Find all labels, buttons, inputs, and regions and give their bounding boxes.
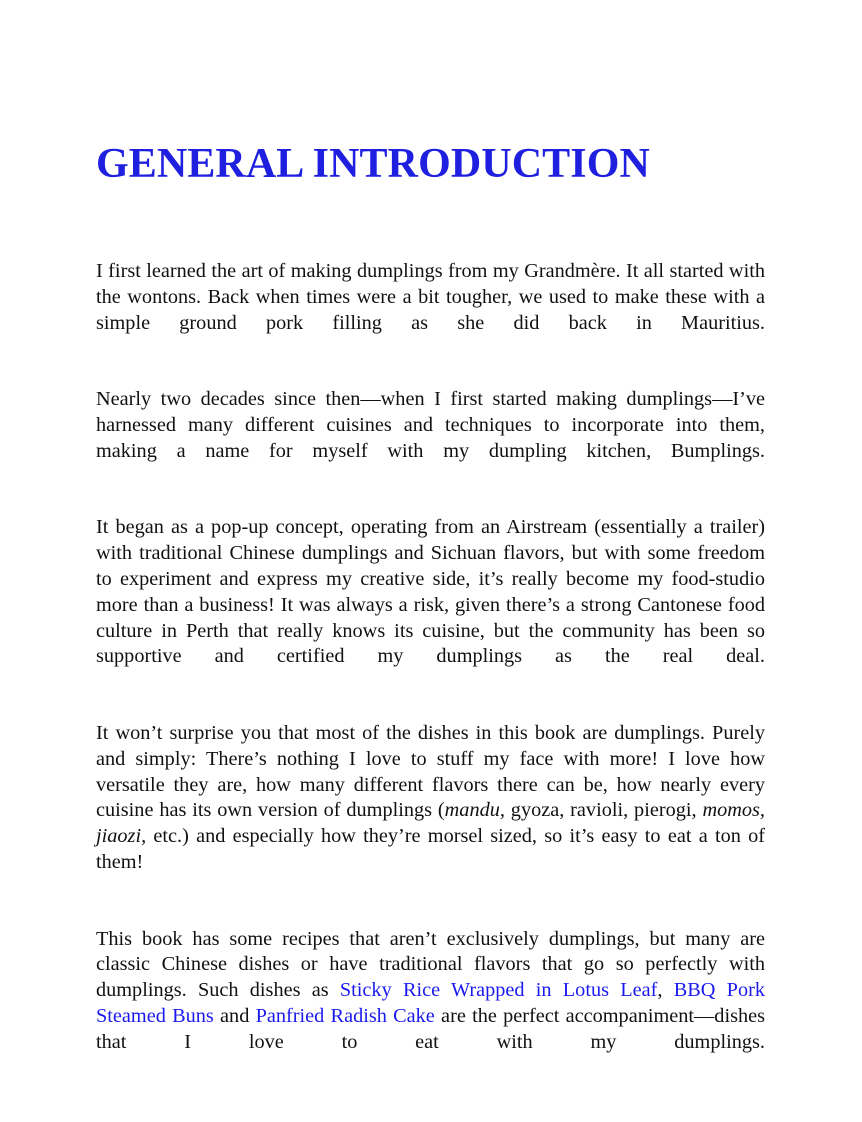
paragraph-5-text-part-3: and: [213, 1004, 256, 1027]
paragraph-2: Nearly two decades since then—when I first started making dumplings—I’ve harnessed many different cuisines and techniques to incorporate into them, making a name for myself with my dumpling kitchen, Bumplings.: [96, 388, 765, 462]
paragraph-3: It began as a pop-up concept, operating from an Airstream (essentially a trailer) with traditional Chinese dumplings and Sichuan flavors, but with some freedom to experiment and express my creative side, it’s really become my food-studio more than a business! It was always a risk, given there’s a strong Cantonese food culture in Perth that really knows its cuisine, but the community has been so supportive and certified my dumplings as the real deal.: [96, 516, 765, 668]
paragraph-4-text-part-2: gyoza, ravioli, pierogi,: [504, 799, 703, 822]
recipe-link-sticky-rice-wrapped-in-lotus-leaf[interactable]: Sticky Rice Wrapped in Lotus Leaf: [339, 979, 658, 1002]
paragraph-5-text-part-4: are the perfect accompaniment—dishes that I love to eat with my dumplings.: [96, 1004, 766, 1053]
paragraph-5-text-part-2: ,: [657, 979, 674, 1002]
body-content: [96, 259, 765, 1081]
paragraph-1: I first learned the art of making dumplings from my Grandmère. It all started with the wontons. Back when times were a bit tougher, we used to make these with a simple ground pork filling as she did back in Mauritius.: [96, 260, 765, 334]
page-title: GENERAL INTRODUCTION: [96, 141, 650, 187]
italic-term-momos-jiaozi: momos, jiaozi,: [96, 799, 765, 848]
paragraph-4-text-part-3: etc.) and especially how they’re morsel sized, so it’s easy to eat a ton of them!: [96, 825, 765, 873]
paragraph-5: [96, 927, 765, 1082]
paragraph-4-text-part-1: It won’t surprise you that most of the dishes in this book are dumplings. Purely and simply: There’s nothing I love to stuff my face with more! I love how versatile they are, how many different flavors there can be, how nearly every cuisine has its own version of dumplings (: [96, 721, 765, 822]
paragraph-5-text-part-1: This book has some recipes that aren’t exclusively dumplings, but many are classic Chinese dishes or have traditional flavors that go so perfectly with dumplings. Such dishes as: [96, 927, 765, 1002]
recipe-link-bbq-pork-steamed-buns[interactable]: BBQ Pork Steamed Buns: [96, 979, 765, 1027]
recipe-link-panfried-radish-cake[interactable]: Panfried Radish Cake: [255, 1004, 435, 1027]
italic-term-mandu: mandu,: [444, 799, 505, 822]
paragraph-4: [96, 721, 765, 902]
